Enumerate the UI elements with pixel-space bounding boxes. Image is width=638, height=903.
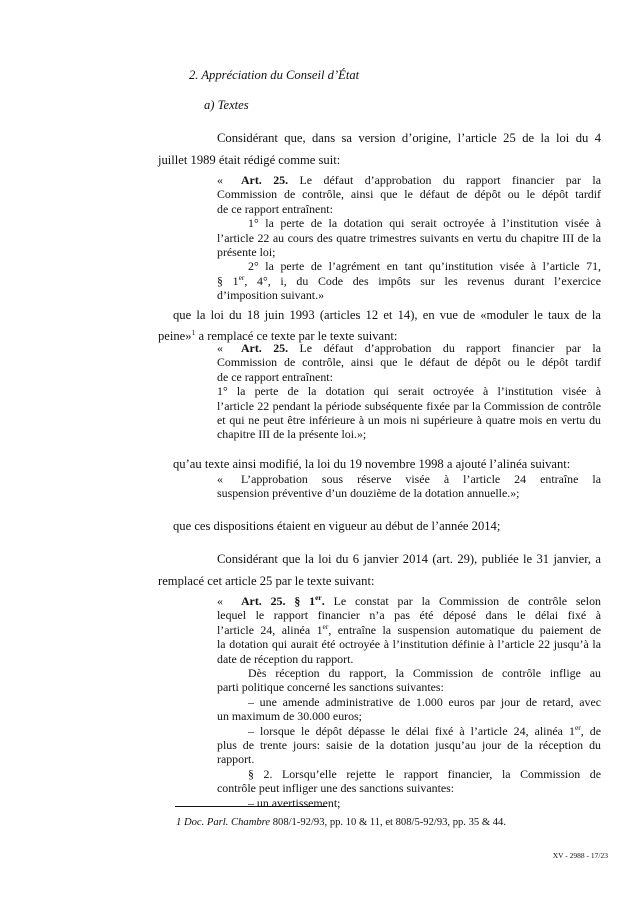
quote-line-text <box>241 341 601 355</box>
quote-dash-item-1: – une amende administrative de 1.000 euros par jour de retard, avec <box>248 694 601 709</box>
footnote-source: Doc. Parl. Chambre <box>183 817 271 828</box>
paragraph-dispositions-2014: que ces dispositions étaient en vigueur au début de l’année 2014; <box>173 519 501 533</box>
quote-open-mark: « <box>217 173 223 187</box>
quote-text: l’article 24, alinéa 1 <box>217 622 323 637</box>
superscript: er <box>238 272 245 282</box>
para-text: a remplacé ce texte par le texte suivant: <box>195 329 398 343</box>
quote-item-1-cont: l’article 22 au cours des quatre trimestres suivants en vertu du chapitre III de la présente loi; <box>217 230 601 260</box>
quote-line <box>217 623 601 637</box>
quote-line: suspension préventive d’un douzième de la dotation annuelle.»; <box>217 486 520 501</box>
section-heading: 2. Appréciation du Conseil d’État <box>189 68 360 82</box>
quote-dash-item-2 <box>217 724 601 738</box>
quote-text: Le défaut d’approbation du rapport financier par la <box>299 341 601 355</box>
article-label: Art. 25. <box>240 341 289 355</box>
quote-line: Commission de contrôle, ainsi que le défaut de dépôt ou le dépôt tardif <box>217 187 601 202</box>
paragraph-loi-2014: Considérant que la loi du 6 janvier 2014 (art. 29), publiée le 31 janvier, a <box>217 552 601 566</box>
quote-line <box>217 341 601 355</box>
paragraph-loi-1998: qu’au texte ainsi modifié, la loi du 19 novembre 1998 a ajouté l’alinéa suivant: <box>173 457 571 471</box>
quote-text: – lorsque le dépôt dépasse le délai fixé à l’article 24, alinéa 1 <box>248 723 575 738</box>
quote-line-text: L’approbation sous réserve visée à l’article 24 entraîne la <box>240 472 601 486</box>
quote-item-2: 2° la perte de l’agrément en tant qu’institution visée à l’article 71, <box>248 259 601 274</box>
paragraph-loi-1993: que la loi du 18 juin 1993 (articles 12 et 14), en vue de «moduler le taux de la <box>173 308 601 322</box>
quote-paragraph-2-cont: parti politique concerné les sanctions suivantes: <box>217 680 444 695</box>
subsection-heading: a) Textes <box>204 98 249 112</box>
quote-alinea-1998 <box>217 472 601 501</box>
para-text: peine» <box>158 329 192 343</box>
quote-line: de ce rapport entraînent: <box>217 201 333 216</box>
quote-dash-item-1-cont: un maximum de 30.000 euros; <box>217 709 362 724</box>
article-label: Art. 25. <box>240 173 289 187</box>
quote-text: Art. 25. § 1 <box>240 594 316 608</box>
quote-text: § 1 <box>217 273 239 288</box>
quote-article-25-1993 <box>217 341 601 442</box>
paragraph-intro-cont: juillet 1989 était rédigé comme suit: <box>158 153 341 167</box>
quote-section-2-item: – un avertissement; <box>248 795 341 810</box>
quote-item-1: 1° la perte de la dotation qui serait octroyée à l’institution visée à <box>217 384 601 399</box>
quote-article-25-original <box>217 173 601 303</box>
quote-text: , de <box>580 723 601 738</box>
superscript: er <box>315 593 322 603</box>
quote-line: la dotation qui aurait été octroyée à l’institution définie à l’article 22 jusqu’à la date de réception du rapport. <box>217 637 601 666</box>
quote-text: , 4°, i, du Code des impôts sur les revenus durant l’exercice <box>244 273 601 288</box>
quote-line <box>217 472 601 486</box>
quote-article-25-2014 <box>217 594 601 810</box>
footnote-text: 808/1-92/93, pp. 10 & 11, et 808/5-92/93, pp. 35 & 44. <box>270 817 506 828</box>
footnote-number: 1 <box>176 817 182 828</box>
quote-item-2-end: d’imposition suivant.» <box>217 288 325 303</box>
quote-section-2-cont: contrôle peut infliger une des sanctions suivantes: <box>217 781 455 796</box>
quote-line <box>217 594 601 608</box>
quote-text: Le constat par la Commission de contrôle selon <box>333 594 601 608</box>
quote-paragraph-2: Dès réception du rapport, la Commission de contrôle inflige au <box>248 666 601 681</box>
page-reference: XV - 2988 - 17/23 <box>552 851 608 860</box>
quote-text: . <box>321 594 325 608</box>
quote-text: , entraîne la suspension automatique du paiement de <box>328 622 601 637</box>
quote-line <box>217 173 601 187</box>
quote-line: de ce rapport entraînent: <box>217 369 333 384</box>
article-label <box>241 594 325 608</box>
quote-line: Commission de contrôle, ainsi que le défaut de dépôt ou le dépôt tardif <box>217 355 601 370</box>
quote-line: lequel le rapport financier n’a pas été déposé dans le délai fixé à <box>217 608 601 623</box>
quote-item-1: 1° la perte de la dotation qui serait octroyée à l’institution visée à <box>248 216 601 231</box>
quote-section-2: § 2. Lorsqu’elle rejette le rapport financier, la Commission de <box>248 766 601 781</box>
quote-open-mark: « <box>217 341 223 355</box>
footnote-separator <box>175 806 327 807</box>
quote-open-mark: « <box>217 472 223 486</box>
quote-dash-item-2-cont: plus de trente jours: saisie de la dotation jusqu’au jour de la réception du rapport. <box>217 738 601 767</box>
quote-line-text <box>241 173 601 187</box>
quote-item-1-cont: l’article 22 pendant la période subséquente fixée par la Commission de contrôle et qui ne peut être inférieure à un mois ni supérieure à quatre mois en vertu du chapitre III de la présente loi.»; <box>217 398 601 442</box>
footnote-ref: 1 <box>191 327 196 337</box>
paragraph-loi-2014-cont: remplacé cet article 25 par le texte suivant: <box>158 574 375 588</box>
quote-item-2-line <box>217 274 601 288</box>
superscript: er <box>322 621 329 631</box>
quote-open-mark: « <box>217 594 223 608</box>
quote-line-text <box>241 594 601 608</box>
paragraph-intro-line: Considérant que, dans sa version d’origine, l’article 25 de la loi du 4 <box>217 131 601 145</box>
quote-text: Le défaut d’approbation du rapport financier par la <box>299 173 601 187</box>
footnote <box>176 816 506 829</box>
superscript: er <box>574 722 581 732</box>
